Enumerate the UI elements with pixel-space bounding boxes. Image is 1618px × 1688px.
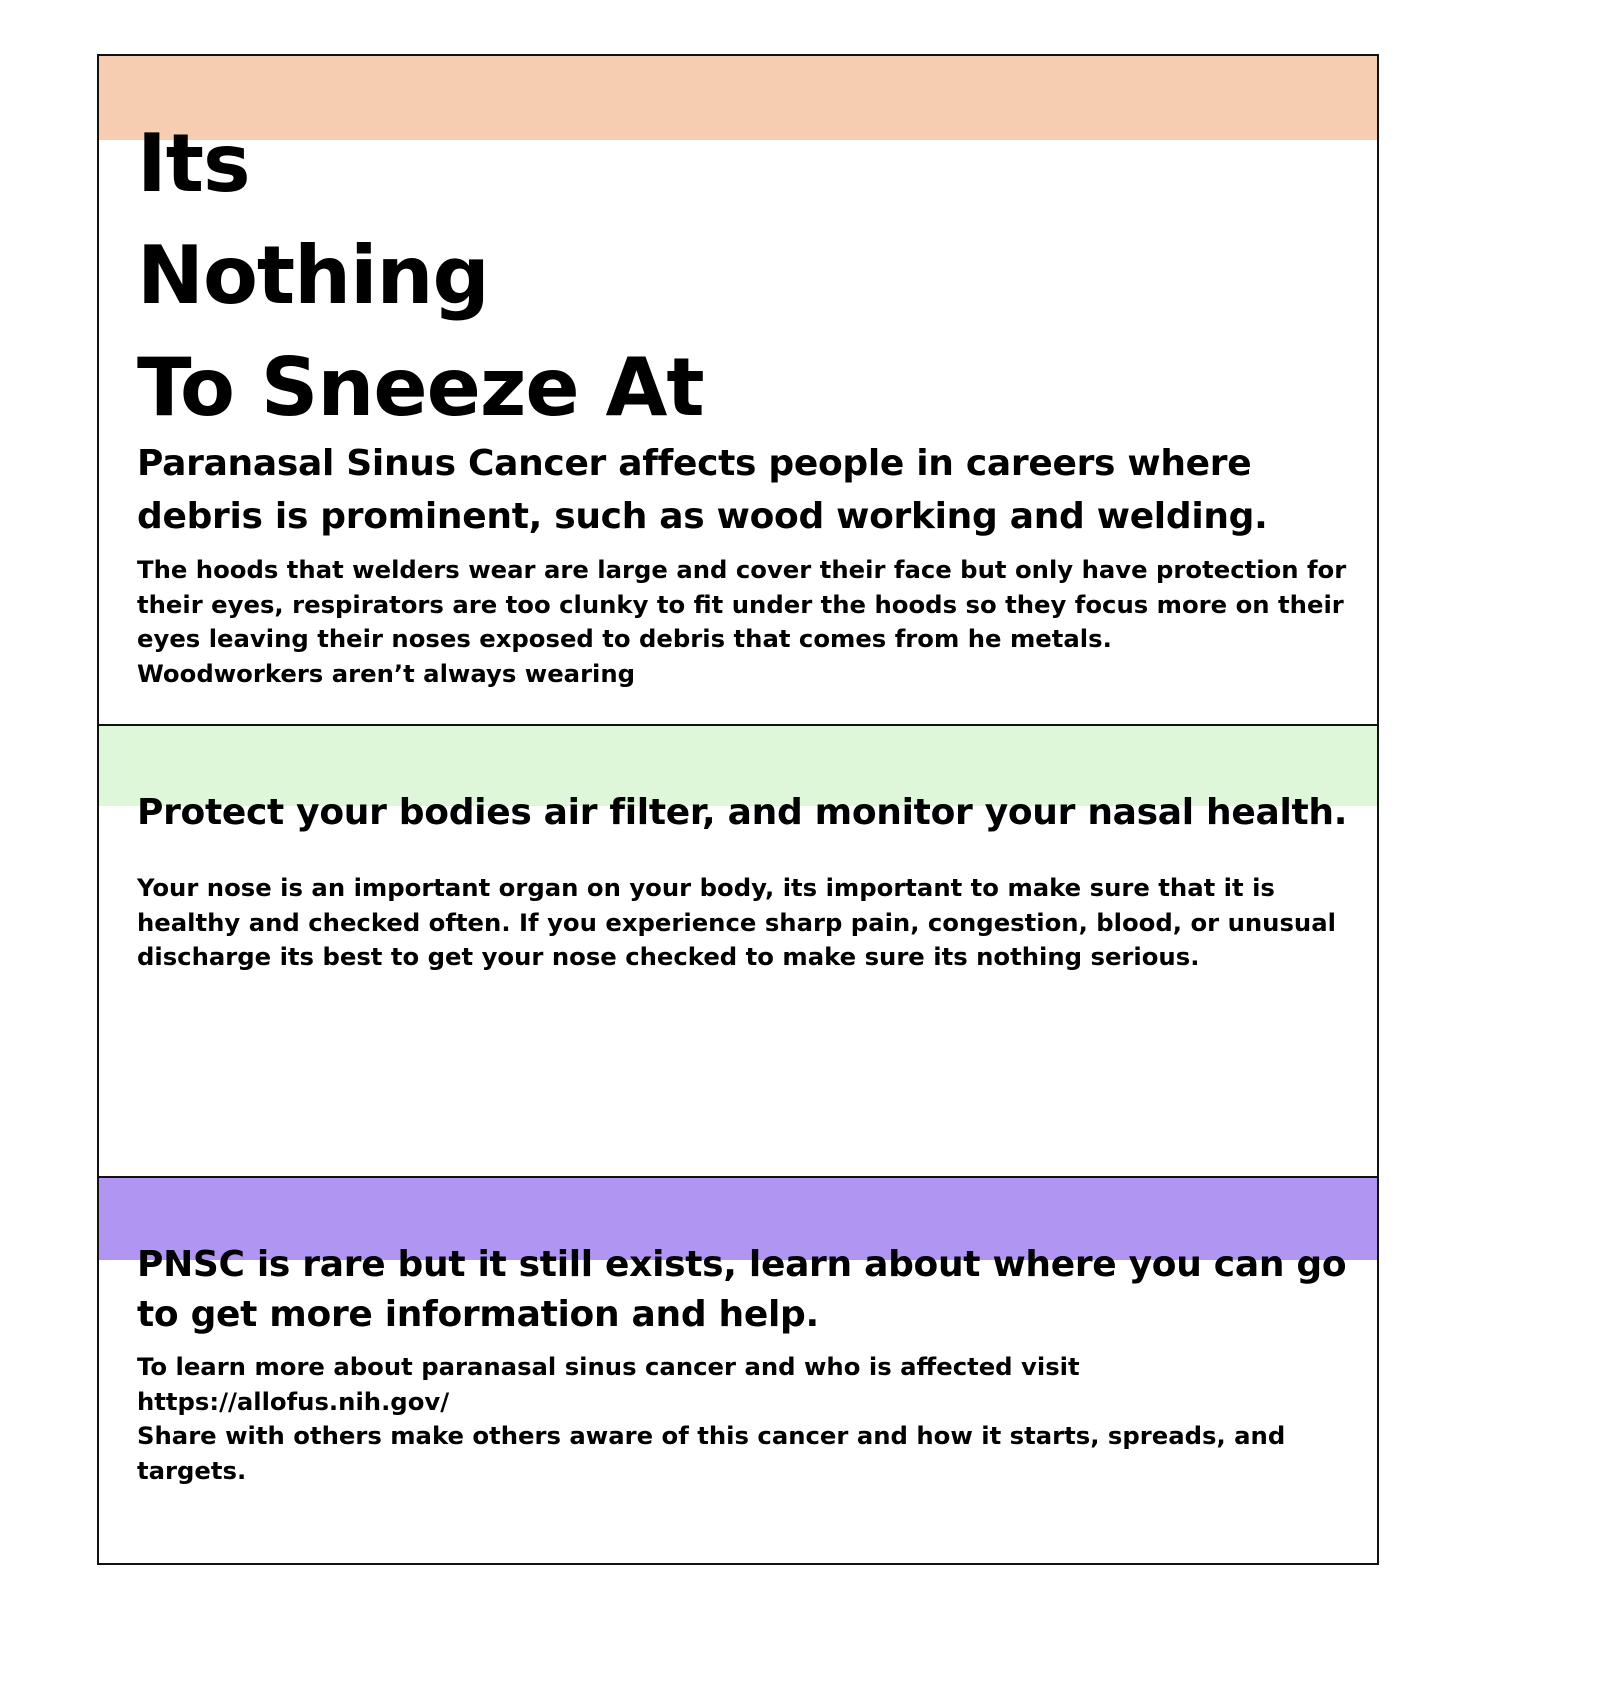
protect-text [137,786,1359,975]
poster [97,54,1379,1565]
intro-title [137,108,1359,444]
section-intro [99,56,1377,733]
protect-subheading: Protect your bodies air filter, and monitor your nasal health. [137,792,1348,833]
section-protect [99,726,1377,1179]
title-line-2: Nothing [137,229,489,322]
intro-body: The hoods that welders wear are large and cover their face but only have protection for their eyes, respirators are too clunky to fit under the hoods so they focus more on their eyes leaving their noses exposed to debris that comes from he metals. Woodworkers aren’t always wearing [137,555,1347,688]
intro-subheading: Paranasal Sinus Cancer affects people in careers where debris is prominent, such as wood working and welding. [137,443,1268,537]
section-resources [99,1178,1377,1565]
protect-body: Your nose is an important organ on your body, its important to make sure that it is healthy and checked often. If you experience sharp pain, congestion, blood, or unusual discharge its best to get your nose checked to make sure its nothing serious. [137,873,1336,971]
resources-text [137,1240,1359,1488]
resources-body: To learn more about paranasal sinus cancer and who is affected visit https://allofus.nih.gov/ Share with others make others aware of this cancer and how it starts, spreads, and targets. [137,1352,1286,1485]
intro-text [137,437,1359,691]
title-line-1: Its [137,117,250,210]
title-line-3: To Sneeze At [137,341,704,434]
resources-subheading: PNSC is rare but it still exists, learn about where you can go to get more information and help. [137,1244,1347,1335]
